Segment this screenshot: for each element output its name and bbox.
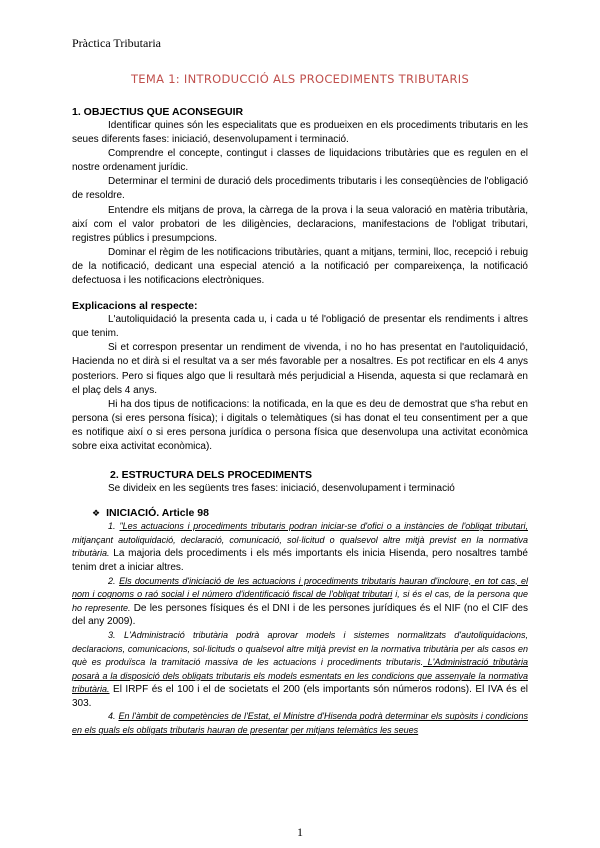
section-heading-objectives: 1. OBJECTIUS QUE ACONSEGUIR xyxy=(72,106,244,118)
initiation-heading-text: INICIACIÓ. Article 98 xyxy=(106,507,209,520)
article-item: 1. "Les actuacions i procediments tributaris podran iniciar-se d'ofici o a instàncies de l'obligat tributari, mitjançant autoliquidació, declaració, comunicació, sol·licitud o qualsevol altre mitjà previst en la normativa tributària. La majoria dels procediments i els més importants els inicia Hisenda, pero nosaltres també tenim dret a iniciar altres. xyxy=(72,521,529,573)
document-title: TEMA 1: INTRODUCCIÓ ALS PROCEDIMENTS TRIBUTARIS xyxy=(130,72,470,86)
explanations-heading: Explicacions al respecte: xyxy=(72,300,198,313)
objective-paragraph: Dominar el règim de les notificacions tributàries, quant a mitjans, termini, lloc, recepció i rebuig de la notificació, dedicant una especial atenció a la notificació per compareixença, la notificació defectuosa i les notificacions electròniques. xyxy=(72,246,528,287)
article-item: 2. Els documents d'iniciació de les actuacions i procediments tributaris hauran d'incloure, en tot cas, el nom i cognoms o raó social i el número d'identificació fiscal de l'obligat tributari i, si és el cas, de la persona que ho represente. De les persones físiques és el DNI i de les persones jurídiques és el NIF (no el CIF des del any 2009). xyxy=(72,575,529,628)
section-heading-structure: 2. ESTRUCTURA DELS PROCEDIMENTS xyxy=(110,469,313,482)
article-items xyxy=(72,520,528,738)
objective-paragraph: Comprendre el concepte, contingut i classes de liquidacions tributàries que es regulen en el nostre ordenament jurídic. xyxy=(72,148,528,174)
objective-paragraph: Determinar el termini de duració dels procediments tributaris i les conseqüències de l'obligació de resoldre. xyxy=(72,176,528,202)
explanation-paragraph: Hi ha dos tipus de notificacions: la notificada, en la que es deu de demostrat que s'ha rebut en persona (si eres persona física); i digitals o telemàtiques (si has donat el teu consentiment per a que es notifique així o si eres persona jurídica o persona física que desenvolupa una activitat econòmica sobre eixa activitat econòmica). xyxy=(72,398,528,452)
explanation-paragraph: Si et correspon presentar un rendiment de vivenda, i no ho has presentat en l'autoliquidació, Hacienda no et dirà si el resultat va a ser més favorable per a nosaltres. Es pot rectificar en els 4 anys posteriors. Pero si fiques algo que li resultarà més perjudicial a Hisenda, aquesta si que reclamarà en el plaç dels 4 anys. xyxy=(72,342,528,396)
article-item: 4. En l'àmbit de competències de l'Estat, el Ministre d'Hisenda podrà determinar els supòsits i condicions en els quals els obligats tributaris hauran de presentar per mitjans telemàtics les seues xyxy=(72,711,528,736)
objective-paragraph: Identificar quines són les especialitats que es produeixen en els procediments tributaris en les seues diferents fases: iniciació, desenvolupament i terminació. xyxy=(72,120,528,146)
objective-paragraph: Entendre els mitjans de prova, la càrrega de la prova i la seua valoració en matèria tributària, així com el valor probatori de les diligències, declaracions, manifestacions de l'obligat tributari, registres públics i presumpcions. xyxy=(72,204,528,244)
page-number: 1 xyxy=(297,825,303,839)
running-header: Pràctica Tributaria xyxy=(72,36,161,50)
diamond-bullet-icon: ❖ xyxy=(92,508,101,519)
initiation-heading xyxy=(92,506,528,520)
explanation-paragraph: L'autoliquidació la presenta cada u, i cada u té l'obligació de presentar els rendiments i altres que tenim. xyxy=(72,314,528,340)
document-body xyxy=(72,106,528,738)
structure-intro: Se divideix en les següents tres fases: iniciació, desenvolupament i terminació xyxy=(108,483,455,495)
article-item: 3. L'Administració tributària podrà aprovar models i sistemes normalitzats d'autoliquidacions, declaracions, comunicacions, sol·licituds o qualsevol altre mitjà previst en la normativa tributària per als casos en què es produïsca la tramitació massiva de les actuacions i procediments tributaris. L'Administració tributària posarà a la disposició dels obligats tributaris els models esmentats en les condicions que assenyale la normativa tributària. El IRPF és el 100 i el de societats el 200 (els importants són números rodons). El IVA és el 303. xyxy=(72,629,529,709)
